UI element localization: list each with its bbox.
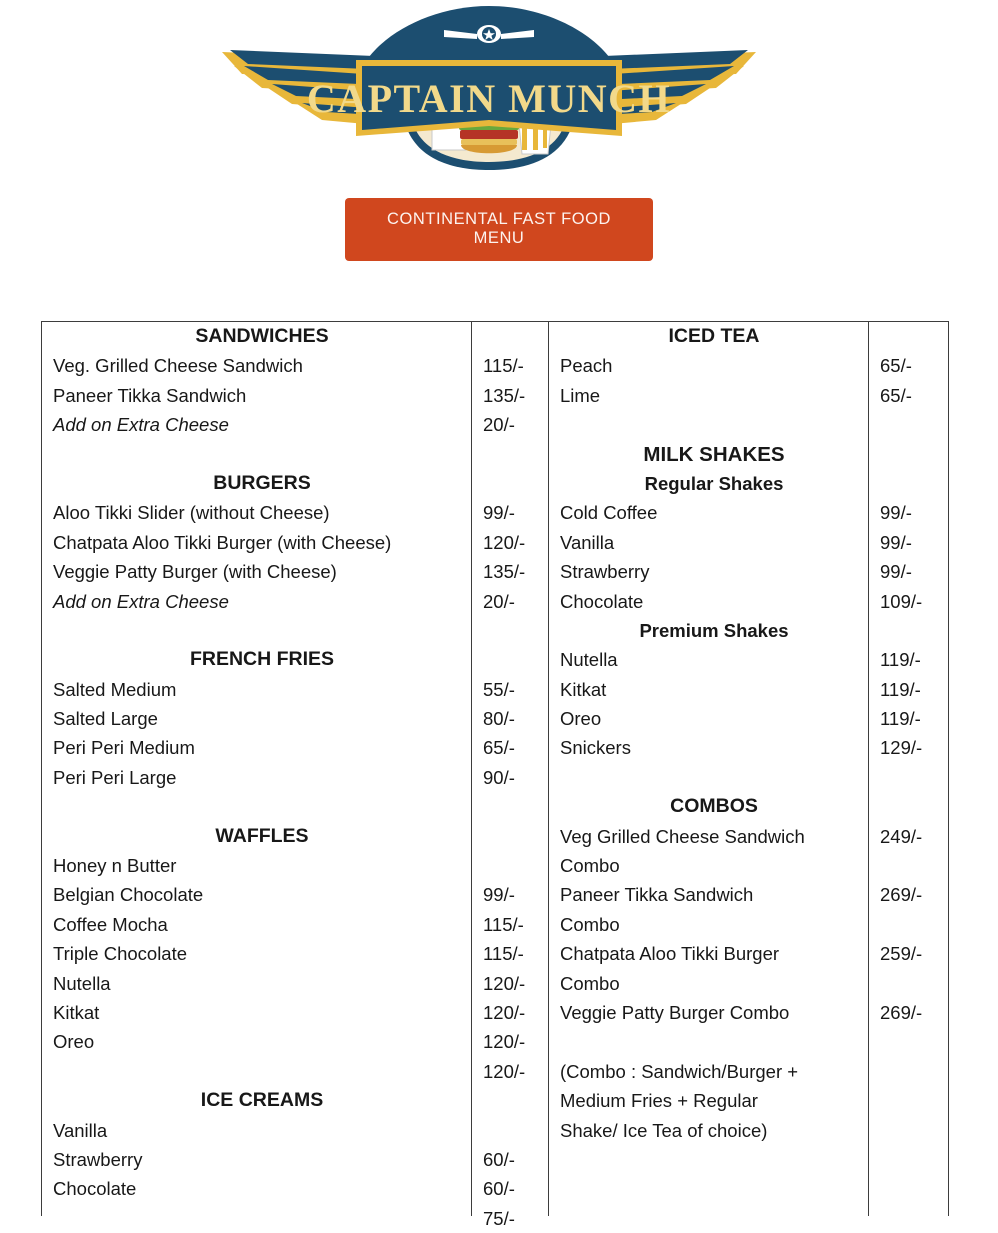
menu-item-name: Lime xyxy=(560,384,601,406)
logo-area xyxy=(0,0,998,175)
menu-item-name: Veg Grilled Cheese Sandwich xyxy=(560,825,805,847)
section-header-french-fries: FRENCH FRIES xyxy=(189,648,335,671)
menu-item-price: 99/- xyxy=(483,884,515,906)
section-header-burgers: BURGERS xyxy=(213,471,311,494)
price-spacer xyxy=(483,851,547,880)
menu-item-name: Veg. Grilled Cheese Sandwich xyxy=(53,355,303,377)
subsection-header-regular-shakes: Regular Shakes xyxy=(644,472,784,494)
menu-item-price: 120/- xyxy=(483,1031,526,1053)
menu-item-name-cont: Combo xyxy=(560,855,620,877)
menu-item-name: Peri Peri Large xyxy=(53,766,177,788)
brand-ribbon xyxy=(307,60,671,136)
menu-item-price: 99/- xyxy=(880,561,912,583)
left-prices-column xyxy=(472,322,547,1229)
menu-item-price: 65/- xyxy=(880,355,912,377)
menu-item-price: 109/- xyxy=(880,590,923,612)
menu-item-price: 120/- xyxy=(483,1060,526,1082)
menu-item-price: 20/- xyxy=(483,414,515,436)
spacer xyxy=(53,1057,471,1086)
price-spacer xyxy=(880,410,946,439)
menu-item-name: Triple Chocolate xyxy=(53,943,188,965)
menu-item-price: 119/- xyxy=(880,708,921,730)
menu-item-name: Nutella xyxy=(53,972,111,994)
price-spacer xyxy=(880,969,946,998)
menu-item-name-cont: Combo xyxy=(560,972,620,994)
menu-item-price: 99/- xyxy=(880,531,912,553)
section-header-sandwiches: SANDWICHES xyxy=(195,325,329,347)
combo-note-line: (Combo : Sandwich/Burger + xyxy=(560,1060,799,1082)
menu-item-price: 249/- xyxy=(880,825,923,847)
menu-item-price: 269/- xyxy=(880,884,923,906)
price-spacer xyxy=(483,822,547,851)
menu-item-name: Chatpata Aloo Tikki Burger (with Cheese) xyxy=(53,531,392,553)
section-header-waffles: WAFFLES xyxy=(215,824,309,847)
menu-item-price: 269/- xyxy=(880,1001,923,1023)
menu-item-name: Aloo Tikki Slider (without Cheese) xyxy=(53,502,330,524)
spacer xyxy=(560,1027,868,1056)
menu-item-price: 120/- xyxy=(483,1001,526,1023)
menu-table xyxy=(41,321,949,1229)
menu-banner-area xyxy=(0,175,998,255)
subsection-header-premium-shakes: Premium Shakes xyxy=(639,619,789,641)
menu-item-price: 115/- xyxy=(483,913,524,935)
price-spacer xyxy=(880,322,946,351)
right-item-names-column xyxy=(549,322,869,1216)
menu-item-name: Vanilla xyxy=(560,531,615,553)
menu-item-name: Strawberry xyxy=(560,561,650,583)
price-spacer xyxy=(880,851,946,880)
menu-item-name: Veggie Patty Burger Combo xyxy=(560,1001,790,1023)
menu-item-name: Paneer Tikka Sandwich xyxy=(53,384,247,406)
captain-munch-logo xyxy=(222,4,756,170)
menu-item-price: 115/- xyxy=(483,943,524,965)
price-spacer xyxy=(483,1086,547,1115)
price-spacer xyxy=(483,616,547,645)
price-spacer xyxy=(880,763,946,792)
menu-item-name-cont: Combo xyxy=(560,913,620,935)
menu-item-price: 135/- xyxy=(483,384,526,406)
price-spacer xyxy=(483,469,547,498)
menu-item-name: Veggie Patty Burger (with Cheese) xyxy=(53,561,337,583)
spacer xyxy=(53,440,471,469)
menu-item-name: Paneer Tikka Sandwich xyxy=(560,884,754,906)
section-header-iced-tea: ICED TEA xyxy=(668,325,760,347)
menu-item-name: Salted Medium xyxy=(53,678,177,700)
menu-item-price: 119/- xyxy=(880,649,921,671)
spacer xyxy=(53,792,471,821)
menu-item-name: Snickers xyxy=(560,737,631,759)
left-item-names-column xyxy=(42,322,472,1216)
menu-item-name: Peri Peri Medium xyxy=(53,737,195,759)
menu-item-name: Kitkat xyxy=(560,678,607,700)
section-header-ice-creams: ICE CREAMS xyxy=(200,1089,324,1112)
menu-item-price: 119/- xyxy=(880,678,921,700)
menu-item-price: 99/- xyxy=(880,502,912,524)
menu-item-name: Coffee Mocha xyxy=(53,913,168,935)
menu-item-name: Oreo xyxy=(53,1031,95,1053)
menu-item-name: Honey n Butter xyxy=(53,855,177,877)
menu-item-name-addon: Add on Extra Cheese xyxy=(53,590,229,612)
price-spacer xyxy=(483,440,547,469)
menu-item-name: Nutella xyxy=(560,649,618,671)
menu-item-price: 60/- xyxy=(483,1178,515,1200)
price-spacer xyxy=(880,910,946,939)
menu-item-name: Chocolate xyxy=(53,1178,137,1200)
spacer xyxy=(560,410,868,439)
price-spacer xyxy=(880,469,946,498)
menu-item-name: Peach xyxy=(560,355,613,377)
menu-item-name: Vanilla xyxy=(53,1119,108,1141)
price-spacer xyxy=(483,792,547,821)
price-spacer xyxy=(880,616,946,645)
menu-item-price: 65/- xyxy=(483,737,515,759)
menu-item-price: 120/- xyxy=(483,972,526,994)
menu-item-name: Kitkat xyxy=(53,1001,100,1023)
menu-item-price: 129/- xyxy=(880,737,923,759)
spacer xyxy=(53,616,471,645)
menu-item-price: 135/- xyxy=(483,561,526,583)
price-spacer xyxy=(880,792,946,821)
menu-item-price: 60/- xyxy=(483,1148,515,1170)
menu-right-half xyxy=(549,322,948,1216)
spacer xyxy=(560,763,868,792)
menu-item-name: Chatpata Aloo Tikki Burger xyxy=(560,943,780,965)
menu-item-price: 80/- xyxy=(483,708,515,730)
section-header-combos: COMBOS xyxy=(670,795,758,818)
brand-name-text: CAPTAIN MUNCH xyxy=(306,76,672,121)
continental-fast-food-menu-banner: CONTINENTAL FAST FOOD MENU xyxy=(345,198,653,261)
combo-note-line: Medium Fries + Regular xyxy=(560,1090,758,1112)
combo-note-line: Shake/ Ice Tea of choice) xyxy=(560,1119,768,1141)
menu-item-price: 99/- xyxy=(483,502,515,524)
menu-item-price: 55/- xyxy=(483,678,515,700)
menu-item-price: 259/- xyxy=(880,943,923,965)
menu-item-name: Salted Large xyxy=(53,708,158,730)
menu-item-price: 20/- xyxy=(483,590,515,612)
menu-item-price: 75/- xyxy=(483,1207,515,1229)
menu-item-name: Oreo xyxy=(560,708,602,730)
price-spacer xyxy=(483,1116,547,1145)
right-prices-column xyxy=(869,322,946,1216)
menu-item-name: Chocolate xyxy=(560,590,644,612)
menu-item-price: 90/- xyxy=(483,766,515,788)
price-spacer xyxy=(880,440,946,469)
section-header-milk-shakes: MILK SHAKES xyxy=(643,442,785,466)
price-spacer xyxy=(483,645,547,674)
menu-item-name: Strawberry xyxy=(53,1148,143,1170)
menu-item-price: 120/- xyxy=(483,531,526,553)
menu-item-price: 115/- xyxy=(483,355,524,377)
price-spacer xyxy=(483,322,547,351)
menu-left-half xyxy=(42,322,549,1229)
menu-item-price: 65/- xyxy=(880,384,912,406)
menu-item-name-addon: Add on Extra Cheese xyxy=(53,414,229,436)
menu-item-name: Belgian Chocolate xyxy=(53,884,204,906)
menu-item-name: Cold Coffee xyxy=(560,502,658,524)
